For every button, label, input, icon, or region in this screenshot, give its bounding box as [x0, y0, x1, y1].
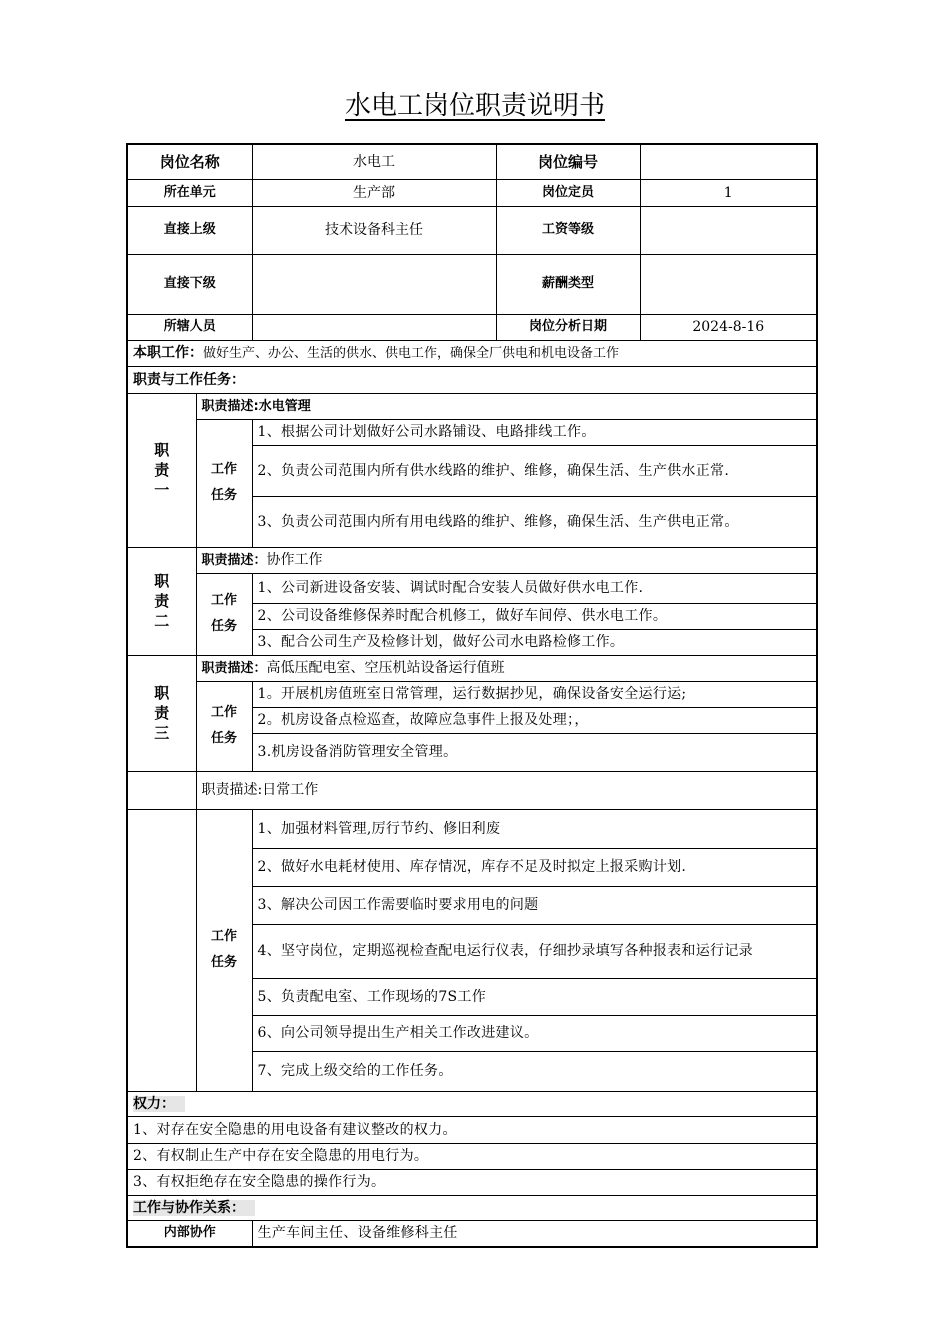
analysis-date-label: 岗位分析日期 [496, 314, 640, 340]
relations-label: 工作与协作关系： [133, 1200, 255, 1216]
position-code-value[interactable] [640, 144, 817, 179]
duty-4-task-1: 1、加强材料管理,厉行节约、修旧利废 [252, 809, 817, 848]
table-row [127, 681, 817, 707]
duty-4-desc: 职责描述:日常工作 [196, 771, 817, 809]
duty-2-desc [196, 547, 817, 573]
duty-3-label: 职 责 三 [127, 655, 196, 771]
rights-heading [127, 1091, 817, 1116]
superior-value[interactable]: 技术设备科主任 [252, 206, 496, 254]
title-text: 水电工岗位职责说明书 [344, 91, 605, 121]
duty-2-label: 职 责 二 [127, 547, 196, 655]
table-row [127, 809, 817, 848]
position-name-label: 岗位名称 [127, 144, 252, 179]
duty-3-desc-row [127, 655, 817, 681]
duty-4-task-3: 3、解决公司因工作需要临时要求用电的问题 [252, 886, 817, 924]
job-description-table [126, 143, 818, 1248]
row-unit [127, 179, 817, 206]
position-code-label: 岗位编号 [496, 144, 640, 179]
row-subordinate [127, 254, 817, 314]
duty-4-task-2: 2、做好水电耗材使用、库存情况，库存不足及时拟定上报采购计划. [252, 848, 817, 886]
duty-4-task-4: 4、坚守岗位，定期巡视检查配电运行仪表，仔细抄录填写各种报表和运行记录 [252, 924, 817, 978]
subordinate-value[interactable] [252, 254, 496, 314]
duty-3-task-1: 1。开展机房值班室日常管理，运行数据抄见，确保设备安全运行运; [252, 681, 817, 707]
salary-grade-value[interactable] [640, 206, 817, 254]
table-row [127, 1169, 817, 1195]
row-staff [127, 314, 817, 340]
unit-value[interactable]: 生产部 [252, 179, 496, 206]
relations-heading [127, 1195, 817, 1220]
subordinate-label: 直接下级 [127, 254, 252, 314]
work-task-label: 工作 任务 [211, 705, 238, 746]
duty-3-task-3: 3.机房设备消防管理安全管理。 [252, 733, 817, 771]
duty-1-task-2: 2、负责公司范围内所有供水线路的维护、维修，确保生活、生产供水正常. [252, 445, 817, 496]
rights-label: 权力： [133, 1096, 185, 1112]
superior-label: 直接上级 [127, 206, 252, 254]
duty-2-desc-row [127, 547, 817, 573]
work-task-label: 工作 任务 [211, 462, 238, 503]
duty-1-desc [196, 393, 817, 419]
work-task-label: 工作 任务 [211, 593, 238, 634]
page-title [0, 88, 950, 124]
headcount-value[interactable]: 1 [640, 179, 817, 206]
row-duties-heading [127, 366, 817, 393]
row-rights-heading [127, 1091, 817, 1116]
duty-1-task-1: 1、根据公司计划做好公司水路铺设、电路排线工作。 [252, 419, 817, 445]
right-item-2: 2、有权制止生产中存在安全隐患的用电行为。 [127, 1143, 817, 1169]
duty-4-work-label [196, 809, 252, 1091]
duty-3-desc-text: 高低压配电室、空压机站设备运行值班 [266, 659, 505, 676]
unit-label: 所在单元 [127, 179, 252, 206]
duty-1-label: 职 责 一 [127, 393, 196, 547]
internal-value: 生产车间主任、设备维修科主任 [252, 1220, 817, 1247]
table-row [127, 1143, 817, 1169]
duty-3-desc [196, 655, 817, 681]
table-row [127, 419, 817, 445]
main-work-label: 本职工作： [133, 344, 203, 361]
duty-2-task-2: 2、公司设备维修保养时配合机修工，做好车间停、供水电工作。 [252, 603, 817, 629]
row-position-name [127, 144, 817, 179]
duty-4-label [127, 771, 196, 809]
duty-1-desc-label: 职责描述: [201, 398, 259, 414]
row-internal [127, 1220, 817, 1247]
main-work-text: 做好生产、办公、生活的供水、供电工作，确保全厂供电和机电设备工作 [203, 345, 620, 361]
duty-3-task-2: 2。机房设备点检巡查，故障应急事件上报及处理；， [252, 707, 817, 733]
duty-1-desc-row [127, 393, 817, 419]
right-item-1: 1、对存在安全隐患的用电设备有建议整改的权力。 [127, 1116, 817, 1143]
duty-1-work-label [196, 419, 252, 547]
duty-2-task-3: 3、配合公司生产及检修计划，做好公司水电路检修工作。 [252, 629, 817, 655]
duty-4-task-5: 5、负责配电室、工作现场的7S工作 [252, 978, 817, 1015]
duty-4-task-7: 7、完成上级交给的工作任务。 [252, 1051, 817, 1091]
duties-heading: 职责与工作任务： [127, 366, 817, 393]
duty-3-work-label [196, 681, 252, 771]
salary-grade-label: 工资等级 [496, 206, 640, 254]
duty-2-desc-text: 协作工作 [266, 551, 323, 568]
duty-2-desc-label: 职责描述： [201, 552, 267, 568]
duty-1-task-3: 3、负责公司范围内所有用电线路的维护、维修，确保生活、生产供电正常。 [252, 496, 817, 547]
main-work [127, 340, 817, 366]
duty-4-task-6: 6、向公司领导提出生产相关工作改进建议。 [252, 1015, 817, 1051]
duty-2-task-1: 1、公司新进设备安装、调试时配合安装人员做好供水电工作. [252, 573, 817, 603]
duty-3-desc-label: 职责描述： [201, 660, 267, 676]
pay-type-label: 薪酬类型 [496, 254, 640, 314]
row-main-work [127, 340, 817, 366]
duty-2-work-label [196, 573, 252, 655]
position-name-value[interactable]: 水电工 [252, 144, 496, 179]
headcount-label: 岗位定员 [496, 179, 640, 206]
analysis-date-value[interactable]: 2024-8-16 [640, 314, 817, 340]
pay-type-value[interactable] [640, 254, 817, 314]
duty-4-blank [127, 809, 196, 1091]
table-row [127, 573, 817, 603]
staff-value[interactable] [252, 314, 496, 340]
internal-label: 内部协作 [127, 1220, 252, 1247]
staff-label: 所辖人员 [127, 314, 252, 340]
work-task-label: 工作 任务 [211, 929, 238, 970]
row-relations-heading [127, 1195, 817, 1220]
duty-1-desc-text: 水电管理 [258, 398, 311, 414]
row-superior [127, 206, 817, 254]
duty-4-desc-row [127, 771, 817, 809]
table-row [127, 1116, 817, 1143]
right-item-3: 3、有权拒绝存在安全隐患的操作行为。 [127, 1169, 817, 1195]
